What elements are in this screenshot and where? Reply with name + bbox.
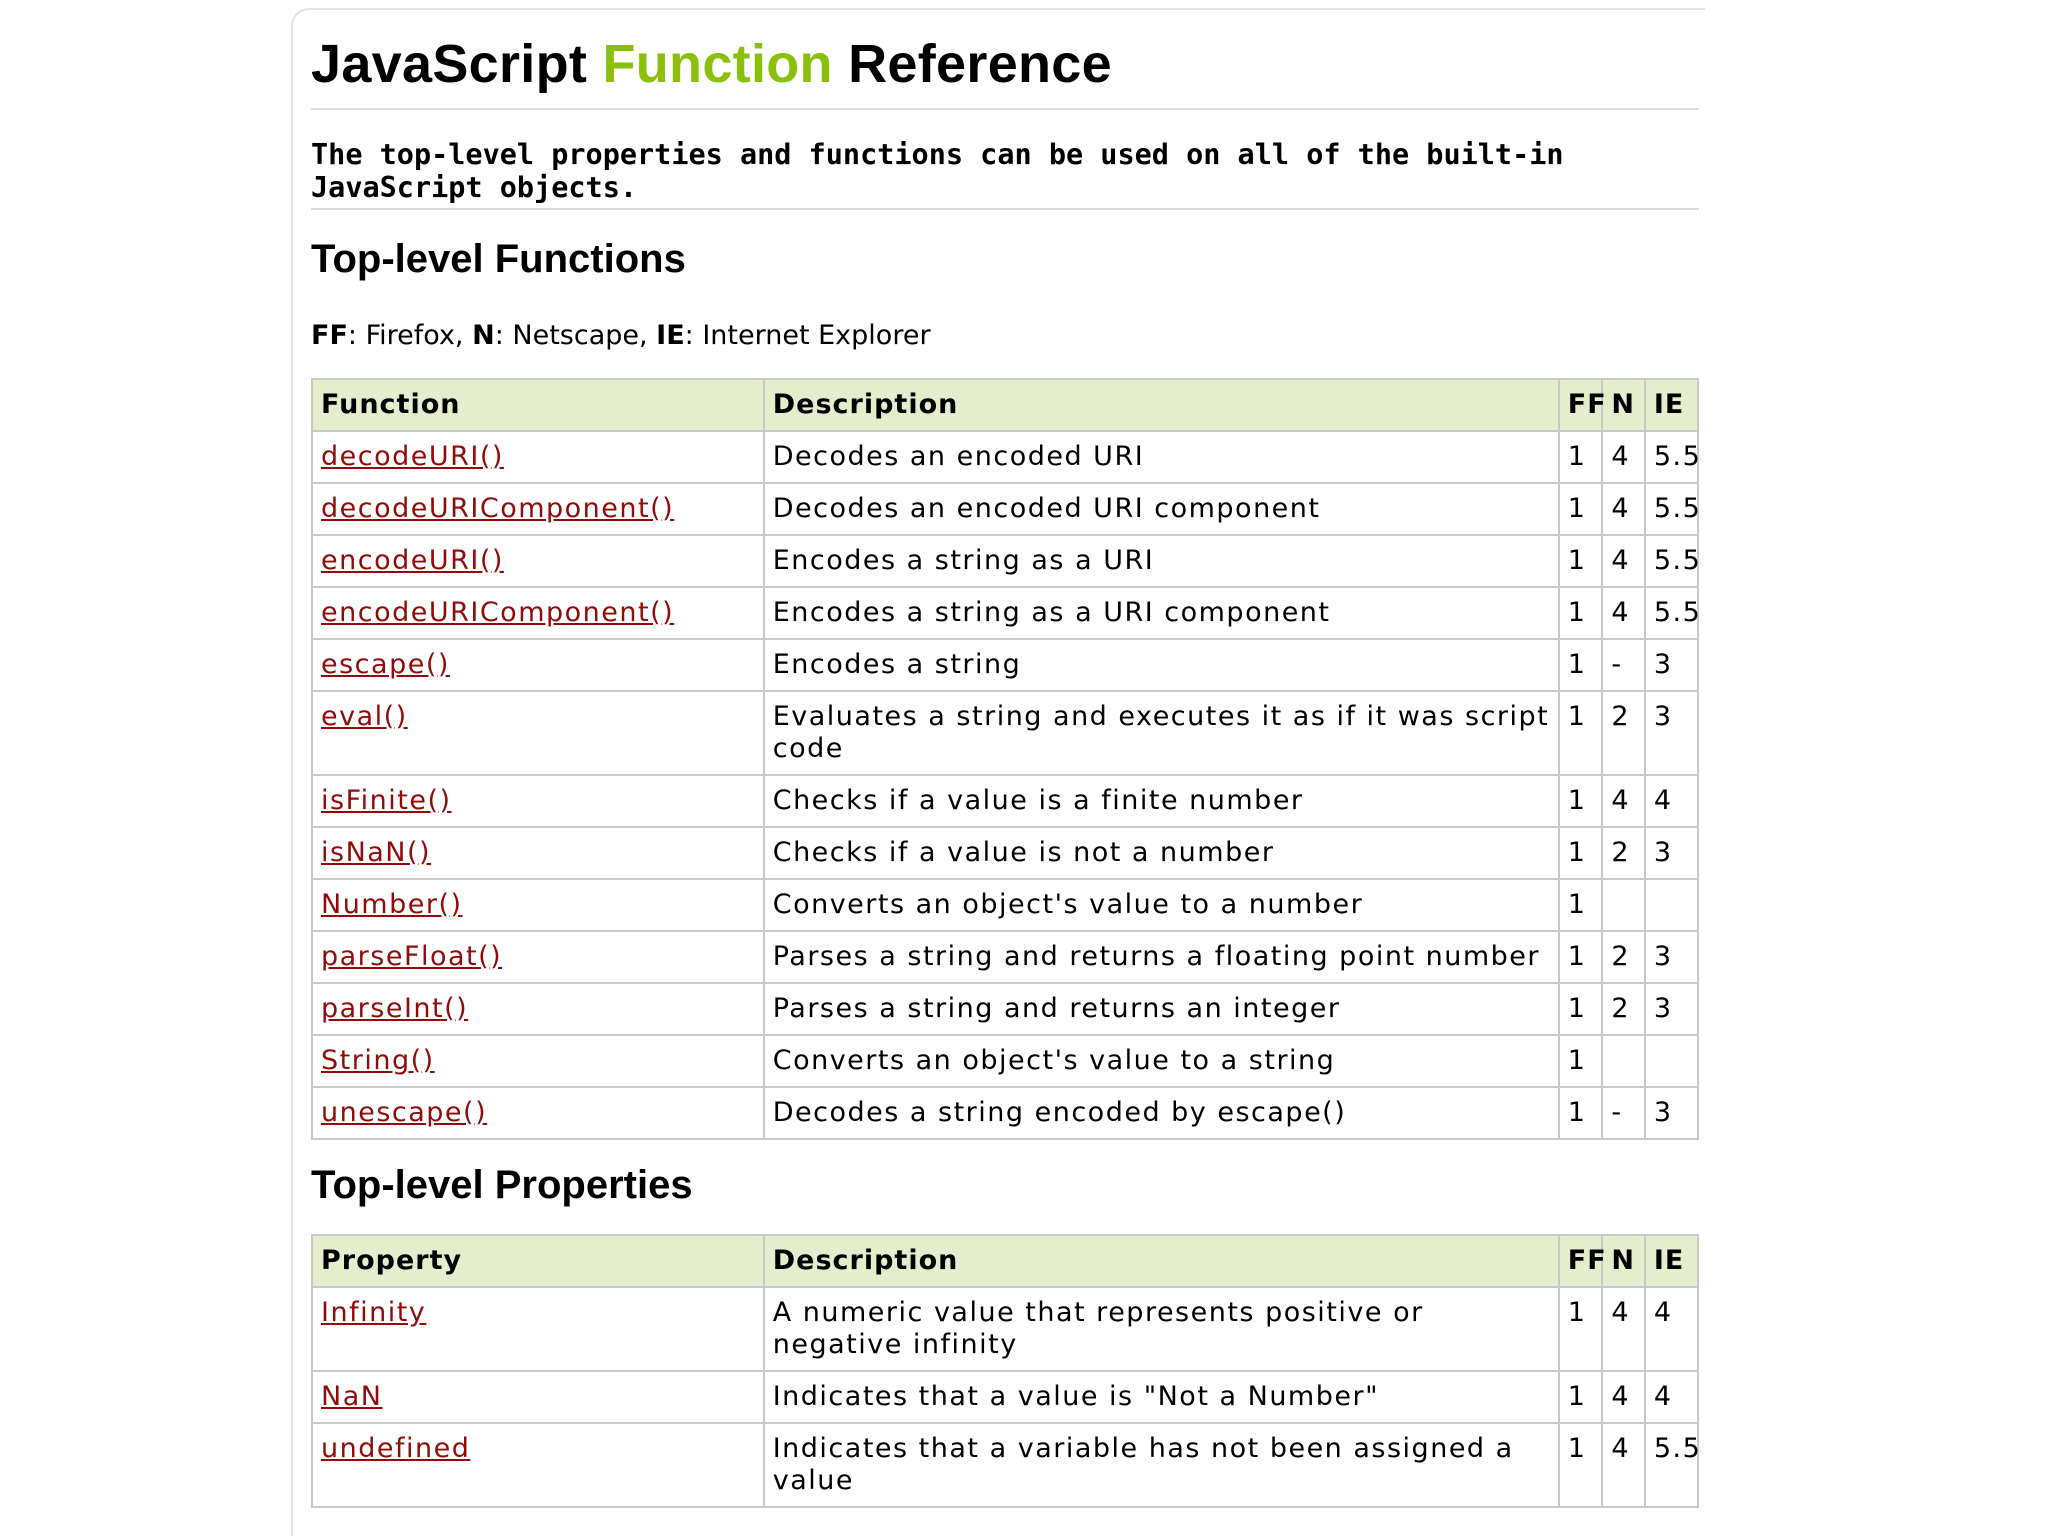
table-row	[312, 1035, 1698, 1087]
properties-heading: Top-level Properties	[311, 1163, 693, 1207]
table-row	[312, 879, 1698, 931]
name-cell	[312, 431, 764, 483]
table-row	[312, 639, 1698, 691]
ie-version-cell: 4	[1645, 1371, 1698, 1423]
ff-version-cell: 1	[1559, 483, 1603, 535]
description-cell: Parses a string and returns a floating point number	[764, 931, 1559, 983]
title-part-1: JavaScript	[311, 34, 603, 94]
n-version-cell: 4	[1602, 1371, 1645, 1423]
name-cell	[312, 1371, 764, 1423]
reference-link[interactable]: undefined	[321, 1433, 471, 1464]
ie-version-cell: 3	[1645, 691, 1698, 775]
table-row	[312, 1423, 1698, 1507]
page-title	[311, 10, 1699, 108]
reference-link[interactable]: escape()	[321, 649, 450, 680]
name-cell	[312, 483, 764, 535]
ff-version-cell: 1	[1559, 1371, 1603, 1423]
name-cell	[312, 1035, 764, 1087]
table-header-row	[312, 1235, 1698, 1287]
n-version-cell: 4	[1602, 431, 1645, 483]
table-row	[312, 1087, 1698, 1139]
header-description: Description	[764, 379, 1559, 431]
n-version-cell: 2	[1602, 931, 1645, 983]
description-cell: Converts an object's value to a string	[764, 1035, 1559, 1087]
n-version-cell: 4	[1602, 1423, 1645, 1507]
table-row	[312, 587, 1698, 639]
intro-text: The top-level properties and functions can be used on all of the built-in JavaScript objects.	[311, 138, 1564, 204]
name-cell	[312, 931, 764, 983]
reference-link[interactable]: isFinite()	[321, 785, 452, 816]
ff-version-cell: 1	[1559, 1087, 1603, 1139]
ff-version-cell: 1	[1559, 775, 1603, 827]
title-accent: Function	[602, 34, 833, 94]
description-cell: Encodes a string as a URI	[764, 535, 1559, 587]
reference-link[interactable]: decodeURI()	[321, 441, 504, 472]
ff-version-cell: 1	[1559, 535, 1603, 587]
n-version-cell: 2	[1602, 827, 1645, 879]
header-ie: IE	[1645, 1235, 1698, 1287]
ie-version-cell: 4	[1645, 1287, 1698, 1371]
reference-link[interactable]: String()	[321, 1045, 435, 1076]
name-cell	[312, 879, 764, 931]
name-cell	[312, 535, 764, 587]
ie-version-cell	[1645, 1035, 1698, 1087]
ff-version-cell: 1	[1559, 879, 1603, 931]
table-row	[312, 431, 1698, 483]
table-row	[312, 931, 1698, 983]
header-n: N	[1602, 1235, 1645, 1287]
table-row	[312, 827, 1698, 879]
ff-version-cell: 1	[1559, 587, 1603, 639]
name-cell	[312, 1423, 764, 1507]
table-header-row	[312, 379, 1698, 431]
ie-version-cell: 5.5	[1645, 587, 1698, 639]
ie-version-cell: 5.5	[1645, 431, 1698, 483]
ff-version-cell: 1	[1559, 1287, 1603, 1371]
table-row	[312, 983, 1698, 1035]
legend-n-key: N	[472, 320, 495, 351]
table-row	[312, 1371, 1698, 1423]
table-row	[312, 691, 1698, 775]
ff-version-cell: 1	[1559, 691, 1603, 775]
n-version-cell: -	[1602, 639, 1645, 691]
reference-link[interactable]: decodeURIComponent()	[321, 493, 675, 524]
name-cell	[312, 639, 764, 691]
ie-version-cell: 3	[1645, 931, 1698, 983]
name-cell	[312, 775, 764, 827]
n-version-cell	[1602, 879, 1645, 931]
legend-ff-key: FF	[311, 320, 348, 351]
n-version-cell: 4	[1602, 1287, 1645, 1371]
table-row	[312, 535, 1698, 587]
reference-link[interactable]: NaN	[321, 1381, 383, 1412]
ie-version-cell: 3	[1645, 1087, 1698, 1139]
content-panel	[291, 8, 1705, 1536]
description-cell: Evaluates a string and executes it as if it was script code	[764, 691, 1559, 775]
n-version-cell	[1602, 1035, 1645, 1087]
table-row	[312, 775, 1698, 827]
description-cell: A numeric value that represents positive or negative infinity	[764, 1287, 1559, 1371]
ff-version-cell: 1	[1559, 639, 1603, 691]
description-cell: Indicates that a value is "Not a Number"	[764, 1371, 1559, 1423]
description-cell: Checks if a value is a finite number	[764, 775, 1559, 827]
ie-version-cell: 5.5	[1645, 1423, 1698, 1507]
n-version-cell: 4	[1602, 483, 1645, 535]
functions-heading: Top-level Functions	[311, 237, 686, 281]
ie-version-cell: 5.5	[1645, 483, 1698, 535]
reference-link[interactable]: parseInt()	[321, 993, 469, 1024]
table-row	[312, 1287, 1698, 1371]
reference-link[interactable]: Number()	[321, 889, 463, 920]
ie-version-cell: 5.5	[1645, 535, 1698, 587]
name-cell	[312, 983, 764, 1035]
header-ff: FF	[1559, 379, 1603, 431]
legend-ff-value: : Firefox,	[347, 320, 473, 351]
header-description: Description	[764, 1235, 1559, 1287]
description-cell: Encodes a string	[764, 639, 1559, 691]
legend-ie-key: IE	[656, 320, 685, 351]
ff-version-cell: 1	[1559, 431, 1603, 483]
table-row	[312, 483, 1698, 535]
name-cell	[312, 1287, 764, 1371]
divider	[311, 208, 1699, 210]
n-version-cell: 4	[1602, 535, 1645, 587]
description-cell: Parses a string and returns an integer	[764, 983, 1559, 1035]
name-cell	[312, 587, 764, 639]
n-version-cell: 2	[1602, 691, 1645, 775]
reference-link[interactable]: eval()	[321, 701, 408, 732]
description-cell: Decodes an encoded URI	[764, 431, 1559, 483]
n-version-cell: 4	[1602, 587, 1645, 639]
ie-version-cell: 3	[1645, 639, 1698, 691]
name-cell	[312, 1087, 764, 1139]
description-cell: Encodes a string as a URI component	[764, 587, 1559, 639]
ie-version-cell: 3	[1645, 827, 1698, 879]
description-cell: Converts an object's value to a number	[764, 879, 1559, 931]
ie-version-cell: 3	[1645, 983, 1698, 1035]
legend-ie-value: : Internet Explorer	[684, 320, 931, 351]
reference-link[interactable]: encodeURIComponent()	[321, 597, 675, 628]
description-cell: Decodes a string encoded by escape()	[764, 1087, 1559, 1139]
header-function: Function	[312, 379, 764, 431]
n-version-cell: 2	[1602, 983, 1645, 1035]
n-version-cell: 4	[1602, 775, 1645, 827]
ff-version-cell: 1	[1559, 983, 1603, 1035]
ff-version-cell: 1	[1559, 1035, 1603, 1087]
n-version-cell: -	[1602, 1087, 1645, 1139]
header-n: N	[1602, 379, 1645, 431]
reference-link[interactable]: isNaN()	[321, 837, 432, 868]
ie-version-cell	[1645, 879, 1698, 931]
ff-version-cell: 1	[1559, 1423, 1603, 1507]
description-cell: Checks if a value is not a number	[764, 827, 1559, 879]
content-inner	[311, 10, 1702, 1508]
ie-version-cell: 4	[1645, 775, 1698, 827]
browser-legend	[311, 320, 1699, 352]
header-ff: FF	[1559, 1235, 1603, 1287]
header-ie: IE	[1645, 379, 1698, 431]
name-cell	[312, 827, 764, 879]
title-part-2: Reference	[832, 34, 1112, 94]
description-cell: Decodes an encoded URI component	[764, 483, 1559, 535]
description-cell: Indicates that a variable has not been assigned a value	[764, 1423, 1559, 1507]
properties-table	[311, 1234, 1702, 1508]
name-cell	[312, 691, 764, 775]
reference-link[interactable]: unescape()	[321, 1097, 488, 1128]
legend-n-value: : Netscape,	[494, 320, 657, 351]
functions-table	[311, 378, 1702, 1140]
ff-version-cell: 1	[1559, 827, 1603, 879]
header-property: Property	[312, 1235, 764, 1287]
reference-link[interactable]: encodeURI()	[321, 545, 504, 576]
ff-version-cell: 1	[1559, 931, 1603, 983]
reference-link[interactable]: parseFloat()	[321, 941, 503, 972]
reference-link[interactable]: Infinity	[321, 1297, 427, 1328]
